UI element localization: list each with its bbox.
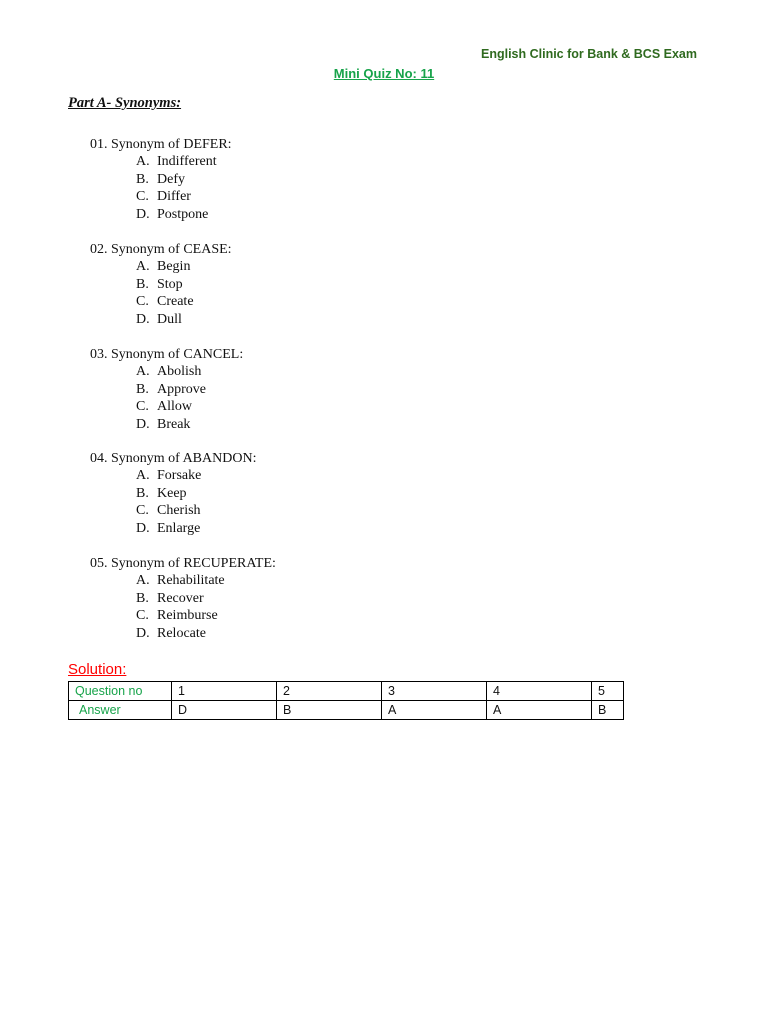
option-d: [136, 206, 232, 223]
question-5: [90, 555, 276, 642]
option-letter: C.: [136, 503, 149, 519]
option-text: Approve: [157, 381, 206, 397]
option-text: Begin: [157, 259, 191, 275]
option-c: [136, 502, 256, 519]
option-c: [136, 607, 276, 624]
question-2: [90, 241, 232, 328]
question-number-cell: 4: [487, 682, 592, 701]
option-text: Indifferent: [157, 154, 217, 170]
question-number-cell: 5: [592, 682, 624, 701]
option-a: [136, 153, 232, 170]
option-letter: B.: [136, 485, 149, 501]
answer-table: [68, 681, 624, 720]
quiz-title: Mini Quiz No: 11: [333, 66, 435, 81]
option-text: Differ: [157, 189, 191, 205]
option-a: [136, 363, 243, 380]
option-b: [136, 276, 232, 293]
question-number-row: [69, 682, 624, 701]
option-letter: C.: [136, 608, 149, 624]
option-text: Keep: [157, 485, 187, 501]
option-text: Dull: [157, 311, 182, 327]
part-title: Part A- Synonyms:: [68, 95, 182, 111]
option-text: Reimburse: [157, 608, 218, 624]
option-text: Postpone: [157, 206, 209, 222]
option-letter: B.: [136, 276, 149, 292]
option-a: [136, 467, 256, 484]
option-text: Create: [157, 294, 194, 310]
question-number-cell: 3: [382, 682, 487, 701]
option-letter: D.: [136, 206, 150, 222]
option-d: [136, 520, 256, 537]
option-b: [136, 171, 232, 188]
question-text: 03. Synonym of CANCEL:: [90, 347, 244, 362]
answer-cell: D: [172, 701, 277, 720]
question-4: [90, 450, 256, 537]
option-letter: A.: [136, 364, 150, 380]
option-text: Recover: [157, 590, 204, 606]
answer-cell: A: [382, 701, 487, 720]
option-c: [136, 398, 243, 415]
option-b: [136, 485, 256, 502]
question-text: 05. Synonym of RECUPERATE:: [90, 556, 276, 571]
answer-label: Answer: [69, 701, 172, 720]
option-list: [90, 572, 276, 642]
option-a: [136, 258, 232, 275]
option-text: Forsake: [157, 468, 202, 484]
answer-cell: B: [277, 701, 382, 720]
option-letter: D.: [136, 416, 150, 432]
option-letter: D.: [136, 520, 150, 536]
option-letter: C.: [136, 294, 149, 310]
answer-cell: B: [592, 701, 624, 720]
header-org: English Clinic for Bank & BCS Exam: [480, 47, 697, 61]
option-c: [136, 188, 232, 205]
option-text: Break: [157, 416, 191, 432]
answer-row: [69, 701, 624, 720]
solution-title: Solution:: [68, 661, 127, 678]
option-b: [136, 381, 243, 398]
option-text: Relocate: [157, 625, 206, 641]
question-no-label: Question no: [69, 682, 172, 701]
option-letter: B.: [136, 171, 149, 187]
question-number-cell: 1: [172, 682, 277, 701]
question-text: 01. Synonym of DEFER:: [90, 137, 232, 152]
option-list: [90, 363, 243, 433]
option-text: Stop: [157, 276, 183, 292]
question-3: [90, 346, 243, 433]
option-c: [136, 293, 232, 310]
option-a: [136, 572, 276, 589]
answer-cell: A: [487, 701, 592, 720]
option-list: [90, 258, 232, 328]
option-text: Cherish: [157, 503, 201, 519]
option-letter: C.: [136, 189, 149, 205]
option-letter: A.: [136, 573, 150, 589]
option-letter: B.: [136, 590, 149, 606]
option-list: [90, 467, 256, 537]
option-text: Defy: [157, 171, 185, 187]
option-letter: C.: [136, 399, 149, 415]
option-letter: A.: [136, 154, 150, 170]
option-b: [136, 590, 276, 607]
question-1: [90, 136, 232, 223]
option-d: [136, 416, 243, 433]
option-d: [136, 625, 276, 642]
option-text: Enlarge: [157, 520, 201, 536]
question-text: 04. Synonym of ABANDON:: [90, 451, 257, 466]
option-letter: A.: [136, 468, 150, 484]
option-letter: D.: [136, 625, 150, 641]
question-text: 02. Synonym of CEASE:: [90, 242, 232, 257]
option-list: [90, 153, 232, 223]
option-text: Rehabilitate: [157, 573, 225, 589]
option-letter: A.: [136, 259, 150, 275]
option-letter: B.: [136, 381, 149, 397]
option-d: [136, 311, 232, 328]
option-letter: D.: [136, 311, 150, 327]
question-number-cell: 2: [277, 682, 382, 701]
option-text: Allow: [157, 399, 192, 415]
option-text: Abolish: [157, 364, 202, 380]
